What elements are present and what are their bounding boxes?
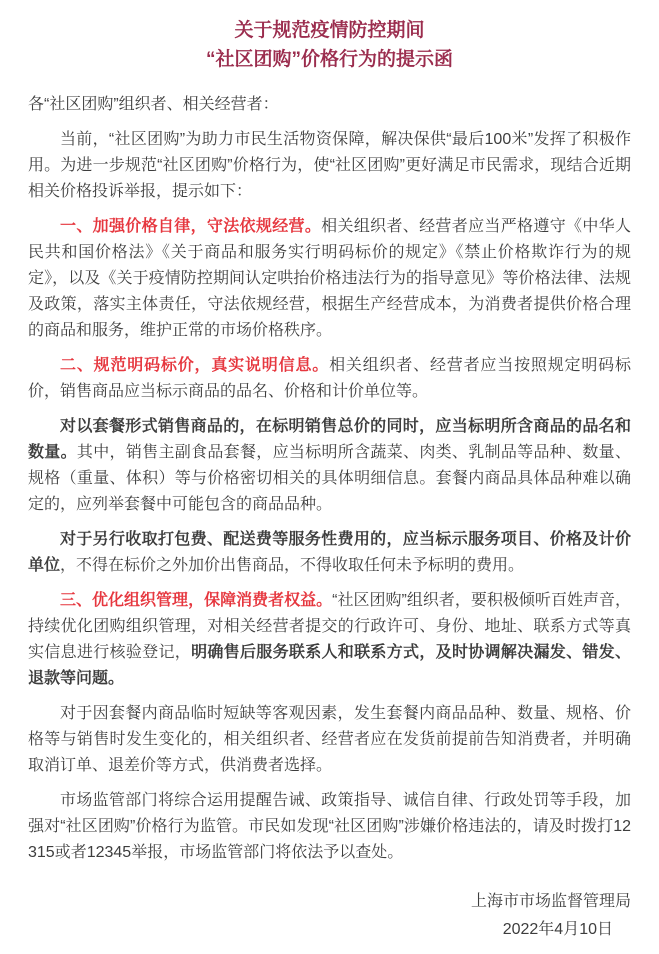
paragraph-service-fees: [28, 527, 631, 579]
title-line-1: 关于规范疫情防控期间: [234, 20, 425, 41]
service-fees-detail-text: ，不得在标价之外加价出售商品，不得收取任何未予标明的费用。: [60, 557, 525, 574]
set-meal-detail-text: 其中，销售主副食品套餐，应当标明所含蔬菜、肉类、乳制品等品种、数量、规格（重量、体积）等与价格密切相关的具体明细信息。套餐内商品具体品种难以确定的，应列举套餐中可能包含的商品品种。: [28, 444, 631, 513]
paragraph-section-1: [28, 214, 631, 344]
title-line-2: “社区团购”价格行为的提示函: [205, 49, 453, 70]
section-1-heading: 一、加强价格自律，守法依规经营。: [60, 218, 322, 235]
paragraph-intro: [28, 127, 631, 205]
shortage-notice-text: 对于因套餐内商品临时短缺等客观因素，发生套餐内商品品种、数量、规格、价格等与销售时发生变化的，相关组织者、经营者应在发货前提前告知消费者，并明确取消订单、退差价等方式，供消费者选择。: [28, 705, 631, 774]
section-3-bold-text: 明确售后服务联系人和联系方式，及时协调解决漏发、错发、退款等问题。: [28, 644, 631, 687]
service-fees-bold-text: 对于另行收取打包费、配送费等服务性费用的，应当标示服务项目、价格及计价单位: [28, 531, 631, 574]
paragraph-supervision: [28, 788, 631, 866]
paragraph-section-2: [28, 353, 631, 405]
section-2-heading: 二、规范明码标价，真实说明信息。: [60, 357, 330, 374]
section-3-body: “社区团购”组织者，要积极倾听百姓声音，持续优化团购组织管理，对相关经营者提交的行政许可、身份、地址、联系方式等真实信息进行核验登记，: [28, 592, 631, 661]
set-meal-bold-text: 对以套餐形式销售商品的，在标明销售总价的同时，应当标明所含商品的品名和数量。: [28, 418, 631, 461]
signature-issuer: 上海市市场监督管理局: [470, 893, 631, 910]
paragraph-shortage-notice: [28, 701, 631, 779]
signature-date: 2022年4月10日: [502, 921, 613, 938]
salutation: 各“社区团购”组织者、相关经营者：: [28, 96, 279, 113]
intro-text: 当前，“社区团购”为助力市民生活物资保障，解决保供“最后100米”发挥了积极作用。为进一步规范“社区团购”价格行为，使“社区团购”更好满足市民需求，现结合近期相关价格投诉举报，提示如下：: [28, 131, 631, 200]
document-title: [28, 16, 631, 74]
paragraph-section-3: [28, 588, 631, 692]
section-2-body: 相关组织者、经营者应当按照规定明码标价，销售商品应当标示商品的品名、价格和计价单位等。: [28, 357, 631, 400]
section-1-body: 相关组织者、经营者应当严格遵守《中华人民共和国价格法》《关于商品和服务实行明码标价的规定》《禁止价格欺诈行为的规定》，以及《关于疫情防控期间认定哄抬价格违法行为的指导意见》等价格法律、法规及政策，落实主体责任，守法依规经营，根据生产经营成本，为消费者提供价格合理的商品和服务，维护正常的市场价格秩序。: [28, 218, 631, 339]
signature-block: [28, 888, 631, 944]
supervision-text: 市场监管部门将综合运用提醒告诫、政策指导、诚信自律、行政处罚等手段，加强对“社区团购”价格行为监管。市民如发现“社区团购”涉嫌价格违法的，请及时拨打12315或者12345举报，市场监管部门将依法予以查处。: [28, 792, 631, 861]
section-3-heading: 三、优化组织管理，保障消费者权益。: [60, 592, 333, 609]
paragraph-set-meal-labeling: [28, 414, 631, 518]
